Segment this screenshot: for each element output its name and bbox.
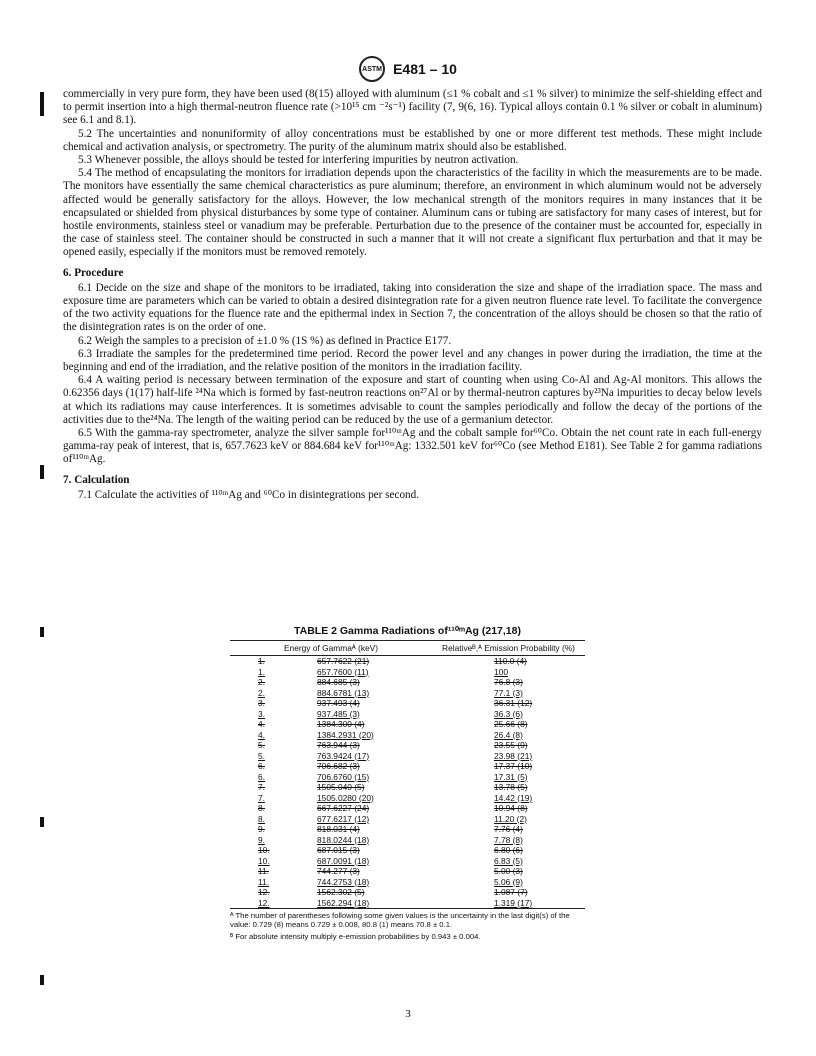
table-row	[230, 730, 585, 741]
energy-cell: 706.682 (3)	[317, 761, 360, 771]
row-number: 12.	[258, 897, 270, 908]
probability-cell: 11.20 (2)	[494, 813, 527, 824]
table-row	[230, 898, 585, 909]
energy-cell: 937.493 (4)	[317, 698, 360, 708]
row-number: 12.	[258, 887, 270, 897]
footnote-a: ᴬ The number of parentheses following some given values is the uncertainty in the last digit(s) of the value: 0.729 (8) means 0.729 ± 0.008, 80.8 (1) means 70.8 ± 0.1.	[230, 911, 570, 930]
probability-cell: 17.37 (10)	[494, 761, 533, 771]
table-row	[230, 772, 585, 783]
section-heading-procedure: 6. Procedure	[63, 266, 124, 279]
energy-cell: 744.277 (3)	[317, 866, 360, 876]
table-row	[230, 866, 585, 877]
document-designation: E481 – 10	[393, 61, 457, 77]
astm-logo: ASTM	[359, 56, 385, 82]
row-number: 7.	[258, 782, 265, 792]
energy-cell: 1562.302 (5)	[317, 887, 365, 897]
row-number: 2.	[258, 677, 265, 687]
probability-cell: 7.76 (4)	[494, 824, 523, 834]
probability-cell: 100	[494, 666, 508, 677]
row-number: 4.	[258, 729, 265, 740]
table-row	[230, 824, 585, 835]
paragraph-6-2: 6.2 Weigh the samples to a precision of ±1.0 % (1S %) as defined in Practice E177.	[78, 334, 452, 347]
table-row	[230, 740, 585, 751]
energy-cell: 677.6217 (12)	[317, 813, 370, 824]
gamma-radiation-table	[230, 625, 585, 941]
row-number: 5.	[258, 750, 265, 761]
table-grid	[230, 640, 585, 908]
body-text	[63, 88, 762, 502]
paragraph-5-2: 5.2 The uncertainties and nonuniformity of alloy concentrations must be established by one or more different test methods. These might include chemical and activation analysis, or spectrometry. The purity of the aluminum matrix should also be established.	[63, 127, 762, 153]
energy-cell: 1384.300 (4)	[317, 719, 365, 729]
energy-cell: 657.7622 (21)	[317, 656, 370, 666]
probability-cell: 7.78 (8)	[494, 834, 523, 845]
energy-cell: 1505.040 (5)	[317, 782, 365, 792]
probability-cell: 23.55 (9)	[494, 740, 528, 750]
row-number: 3.	[258, 698, 265, 708]
probability-cell: 26.4 (8)	[494, 729, 523, 740]
energy-cell: 818.031 (4)	[317, 824, 360, 834]
energy-cell: 657.7600 (11)	[317, 666, 369, 677]
revision-bar	[40, 975, 44, 985]
table-title: TABLE 2 Gamma Radiations of¹¹⁰ᵐAg (217,18)	[294, 625, 521, 637]
table-row	[230, 803, 585, 814]
probability-cell: 5.00 (3)	[494, 866, 523, 876]
paragraph-6-1: 6.1 Decide on the size and shape of the monitors to be irradiated, taking into consideration the size and shape of the irradiation space. The mass and exposure time are parameters which can be varied to obtain a desired disintegration rate for a given neutron fluence rate level. To facilitate the convergence of the two activity equations for the fluence rate and the epithermal index in Section 7, the concentration of the alloys should be chosen so that the ratio of the disintegration rates is on the order of one.	[63, 281, 762, 334]
row-number: 9.	[258, 834, 265, 845]
table-row	[230, 677, 585, 688]
table-row	[230, 656, 585, 667]
row-number: 4.	[258, 719, 265, 729]
energy-cell: 687.015 (3)	[317, 845, 360, 855]
probability-cell: 36.31 (12)	[494, 698, 533, 708]
column-header-energy: Energy of Gammaᴬ (keV)	[230, 641, 432, 656]
row-number: 11.	[258, 876, 270, 887]
table-row	[230, 887, 585, 898]
probability-cell: 14.42 (19)	[494, 792, 533, 803]
probability-cell: 6.83 (5)	[494, 855, 523, 866]
probability-cell: 25.66 (8)	[494, 719, 528, 729]
table-row	[230, 667, 585, 678]
probability-cell: 36.3 (6)	[494, 708, 523, 719]
row-number: 7.	[258, 792, 265, 803]
column-header-relative: Relativeᴮ,ᴬ Emission Probability (%)	[432, 641, 585, 656]
revision-bar	[40, 92, 44, 116]
energy-cell: 763.944 (3)	[317, 740, 360, 750]
table-row	[230, 845, 585, 856]
table-row	[230, 856, 585, 867]
table-row	[230, 698, 585, 709]
row-number: 1.	[258, 656, 265, 666]
table-row	[230, 761, 585, 772]
probability-cell: 77.1 (3)	[494, 687, 523, 698]
paragraph-5-4: 5.4 The method of encapsulating the monitors for irradiation depends upon the characteristics of the facility in which the measurements are to be made. The monitors have essentially the same chemical characteristics as pure aluminum; therefore, an environment in which aluminum would not be adversely affected would be generally satisfactory for the alloys. However, the low mechanical strength of the monitors requires in many instances that it be encapsulated or shielded from physical disturbances by some type of container. Aluminum cans or tubing are satisfactory for many cases of interest, but for hostile environments, stainless steel or vanadium may be preferable. Perturbation due to the presence of the container must be accounted for, especially in the case of stainless steel. The container should be constructed in such a manner that it will not create a significant flux perturbation and that it may be opened easily, especially if the monitors must be removed remotely.	[63, 167, 762, 259]
table-row	[230, 835, 585, 846]
probability-cell: 10.94 (8)	[494, 803, 528, 813]
probability-cell: 6.80 (6)	[494, 845, 523, 855]
probability-cell: 23.98 (21)	[494, 750, 533, 761]
revision-bar	[40, 627, 44, 637]
energy-cell: 667.6227 (24)	[317, 803, 370, 813]
table-row	[230, 793, 585, 804]
table-row	[230, 751, 585, 762]
row-number: 2.	[258, 687, 265, 698]
energy-cell: 937.485 (3)	[317, 708, 360, 719]
footnote-b: ᴮ For absolute intensity multiply e-emission probabilities by 0.943 ± 0.004.	[230, 931, 481, 941]
row-number: 9.	[258, 824, 265, 834]
energy-cell: 763.9424 (17)	[317, 750, 370, 761]
probability-cell: 13.78 (5)	[494, 782, 528, 792]
probability-cell: 5.06 (9)	[494, 876, 523, 887]
paragraph-6-4: 6.4 A waiting period is necessary between termination of the exposure and start of counting when using Co-Al and Ag-Al monitors. This allows the 0.62356 days (1(17) half-life ²⁴Na which is formed by fast-neutron reactions on²⁷Al or by thermal-neutron captures by²³Na impurities to decay below levels at which its radiations may cause interferences. It is sometimes advisable to count the samples periodically and follow the decay of the portions of the activities due to the²⁴Na. The length of the waiting period can be reduced by the use of a germanium detector.	[63, 374, 762, 426]
row-number: 8.	[258, 813, 265, 824]
energy-cell: 1505.0280 (20)	[317, 792, 374, 803]
probability-cell: 1.087 (7)	[494, 887, 528, 897]
energy-cell: 884.6781 (13)	[317, 687, 370, 698]
table-row	[230, 814, 585, 825]
energy-cell: 1384.2931 (20)	[317, 729, 374, 740]
row-number: 6.	[258, 771, 265, 782]
table-bottom-rule	[230, 908, 585, 909]
row-number: 3.	[258, 708, 265, 719]
probability-cell: 76.8 (3)	[494, 677, 523, 687]
paragraph-6-3: 6.3 Irradiate the samples for the predetermined time period. Record the power level and any changes in power during the irradiation, the time at the beginning and end of the irradiation, and the relative position of the monitors in the irradiation facility.	[63, 347, 762, 374]
document-header	[0, 56, 816, 82]
paragraph-6-5: 6.5 With the gamma-ray spectrometer, analyze the silver sample for¹¹⁰ᵐAg and the cobalt sample for⁶⁰Co. Obtain the net count rate in each full-energy gamma-ray peak of interest, that is, 657.7623 keV or 884.684 keV for¹¹⁰ᵐAg: 1332.501 keV for⁶⁰Co (see Method E181). See Table 2 for gamma radiations of¹¹⁰ᵐAg.	[63, 427, 762, 466]
probability-cell: 110.0 (4)	[494, 656, 527, 666]
probability-cell: 1.319 (17)	[494, 897, 533, 908]
energy-cell: 706.6760 (15)	[317, 771, 370, 782]
energy-cell: 818.0244 (18)	[317, 834, 370, 845]
row-number: 10.	[258, 855, 270, 866]
row-number: 8.	[258, 803, 265, 813]
energy-cell: 687.0091 (18)	[317, 855, 370, 866]
paragraph-7-1: 7.1 Calculate the activities of ¹¹⁰ᵐAg and ⁶⁰Co in disintegrations per second.	[78, 488, 420, 501]
table-row	[230, 709, 585, 720]
energy-cell: 744.2753 (18)	[317, 876, 370, 887]
row-number: 6.	[258, 761, 265, 771]
table-row	[230, 719, 585, 730]
energy-cell: 884.685 (3)	[317, 677, 360, 687]
row-number: 5.	[258, 740, 265, 750]
probability-cell: 17.31 (5)	[494, 771, 528, 782]
section-heading-calculation: 7. Calculation	[63, 473, 130, 486]
row-number: 11.	[258, 866, 270, 876]
revision-bar	[40, 817, 44, 827]
table-row	[230, 782, 585, 793]
table-row	[230, 877, 585, 888]
row-number: 1.	[258, 666, 265, 677]
table-body	[230, 656, 585, 909]
paragraph-intro: commercially in very pure form, they have been used (8(15) alloyed with aluminum (≤1 % cobalt and ≤1 % silver) to minimize the self-shielding effect and to permit insertion into a high thermal-neutron fluence rate (>10¹⁵ cm ⁻²s⁻¹) facility (7, 9(6, 16). Typical alloys contain 0.1 % silver or cobalt in aluminum) see 6.1 and 8.1).	[63, 88, 762, 127]
table-row	[230, 688, 585, 699]
revision-bar	[40, 465, 44, 479]
row-number: 10.	[258, 845, 270, 855]
page-number: 3	[405, 1008, 411, 1020]
energy-cell: 1562.294 (18)	[317, 897, 370, 908]
paragraph-5-3: 5.3 Whenever possible, the alloys should be tested for interfering impurities by neutron activation.	[78, 154, 519, 167]
